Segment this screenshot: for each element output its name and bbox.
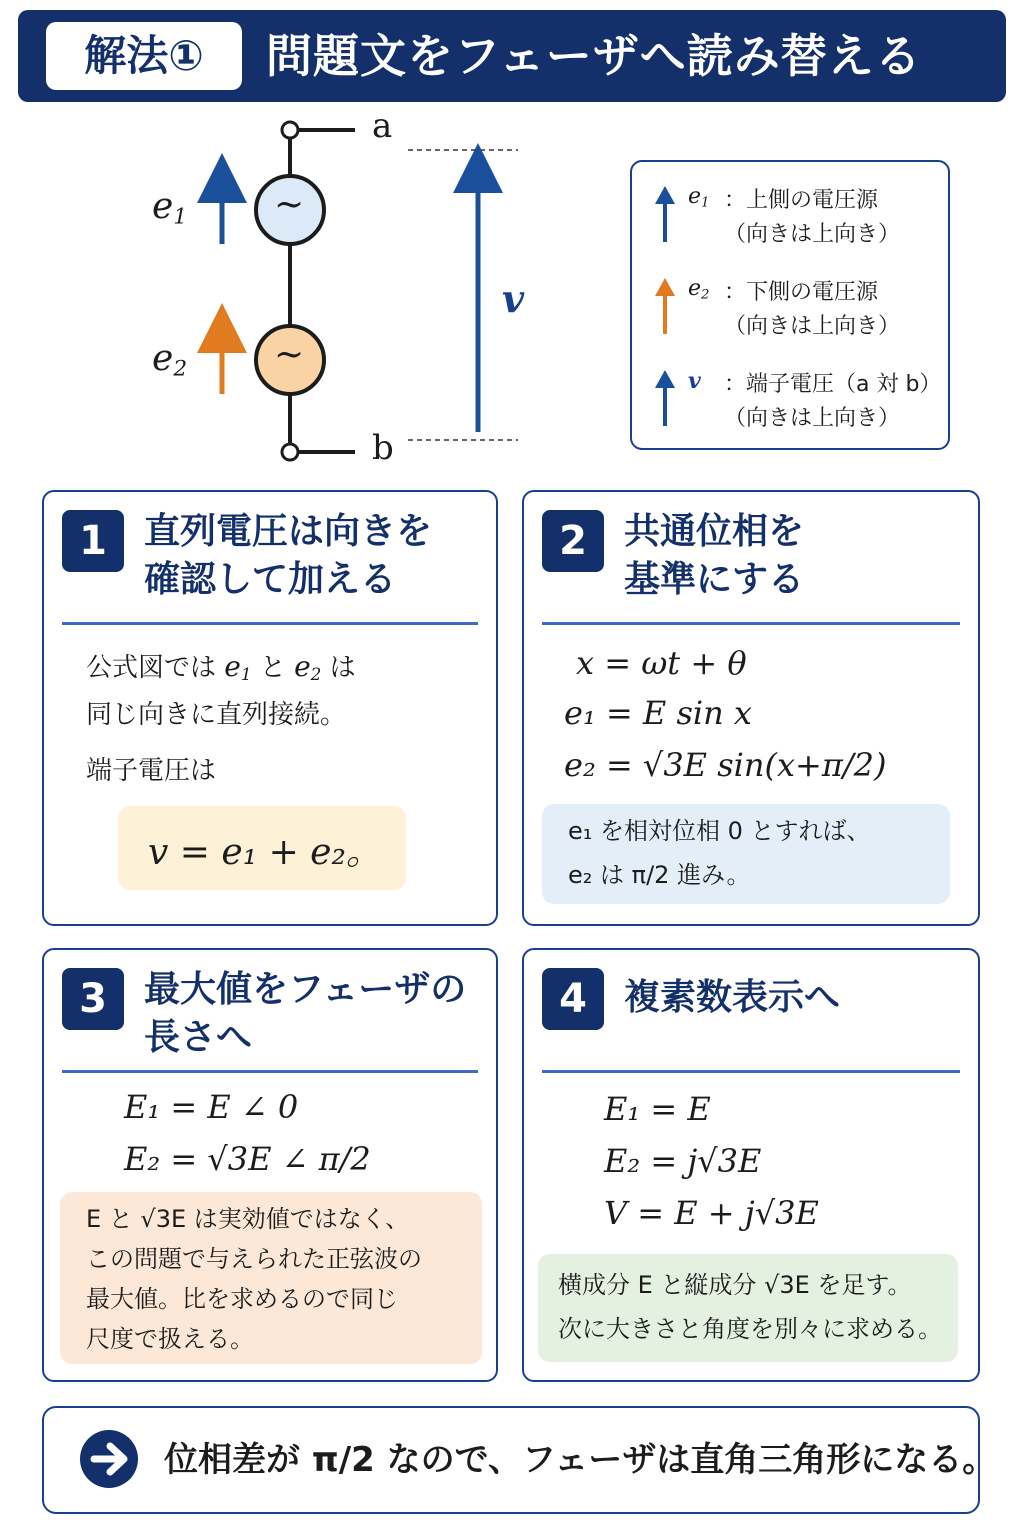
arrow-right-icon <box>80 1430 138 1488</box>
step-card-4 <box>522 948 980 1382</box>
step-number: 2 <box>542 510 604 572</box>
legend-symbol: $e_2$ <box>688 276 710 303</box>
equation-e1: e₁ = E sin x <box>564 694 752 732</box>
note-line2: この問題で与えられた正弦波の <box>86 1245 422 1273</box>
note-box <box>60 1192 482 1364</box>
note-line4: 尺度で扱える。 <box>86 1325 254 1353</box>
step-card-2 <box>522 490 980 926</box>
terminal-b-node <box>282 444 298 460</box>
legend-box <box>630 160 950 450</box>
equation-E2-complex: E₂ = j√3E <box>604 1142 762 1180</box>
circuit-diagram <box>130 106 550 472</box>
equation-E2-polar: E₂ = √3E ∠ π/2 <box>124 1140 371 1178</box>
legend-symbol: $e_1$ <box>688 184 710 211</box>
conclusion-text: 位相差が π/2 なので、フェーザは直角三角形になる。 <box>164 1440 997 1480</box>
card-text-line3: 端子電圧は <box>86 756 217 786</box>
note-box <box>538 1254 958 1362</box>
step-title: 複素数表示へ <box>624 977 841 1018</box>
page-title: 問題文をフェーザへ読み替える <box>266 29 922 83</box>
terminal-b-label: b <box>372 428 394 468</box>
legend-symbol: v <box>688 368 701 394</box>
equation-E1-polar: E₁ = E ∠ 0 <box>124 1088 299 1126</box>
legend-text: ：下側の電圧源 （向きは上向き） <box>724 280 901 339</box>
step-card-3 <box>42 948 498 1382</box>
card-text-line1: 公式図では $e_1$ と $e_2$ は <box>86 650 356 685</box>
title-divider <box>62 622 478 625</box>
e2-label: $e_2$ <box>152 338 188 382</box>
ac-symbol-e1: ~ <box>274 184 305 225</box>
note-line1: e₁ を相対位相 0 とすれば、 <box>568 817 871 845</box>
conclusion-bar <box>42 1406 997 1514</box>
step-title: 共通位相を 基準にする <box>624 511 805 600</box>
note-line3: 最大値。比を求めるので同じ <box>86 1285 398 1313</box>
legend-item-e2 <box>652 268 942 348</box>
v-label: v <box>502 276 525 321</box>
up-arrow-icon <box>652 276 678 336</box>
note-line2: 次に大きさと角度を別々に求める。 <box>558 1315 942 1343</box>
terminal-a-node <box>282 122 298 138</box>
note-line1: 横成分 E と縦成分 √3E を足す。 <box>558 1271 912 1299</box>
card-text-line2: 同じ向きに直列接続。 <box>86 700 347 730</box>
title-divider <box>542 1070 960 1073</box>
terminal-a-label: a <box>372 106 393 146</box>
method-badge: 解法① <box>46 22 242 90</box>
title-divider <box>542 622 960 625</box>
legend-item-e1 <box>652 176 942 256</box>
note-box <box>542 804 950 904</box>
equation-phase: x = ωt + θ <box>576 644 747 682</box>
terminal-voltage-formula: v = e₁ + e₂。 <box>148 832 382 873</box>
equation-e2: e₂ = √3E sin(x+π/2) <box>564 746 887 784</box>
title-divider <box>62 1070 478 1073</box>
circuit-drawing <box>130 112 550 472</box>
step-number: 3 <box>62 968 124 1030</box>
legend-item-v <box>652 360 942 440</box>
header-bar <box>18 10 1006 102</box>
step-card-1 <box>42 490 498 926</box>
step-title: 直列電圧は向きを 確認して加える <box>144 511 433 600</box>
ac-symbol-e2: ~ <box>274 334 305 375</box>
formula-box <box>118 806 406 890</box>
step-number: 1 <box>62 510 124 572</box>
step-number: 4 <box>542 968 604 1030</box>
legend-text: ：端子電圧（a 対 b） （向きは上向き） <box>724 372 942 431</box>
equation-E1-complex: E₁ = E <box>604 1090 711 1128</box>
e1-label: $e_1$ <box>152 186 188 230</box>
equation-V-complex: V = E + j√3E <box>604 1194 819 1232</box>
note-line2: e₂ は π/2 進み。 <box>568 861 751 889</box>
note-line1: E と √3E は実効値ではなく、 <box>86 1205 410 1233</box>
step-title: 最大値をフェーザの 長さへ <box>144 969 467 1058</box>
up-arrow-icon <box>652 184 678 244</box>
up-arrow-icon <box>652 368 678 428</box>
legend-text: ：上側の電圧源 （向きは上向き） <box>724 188 901 247</box>
